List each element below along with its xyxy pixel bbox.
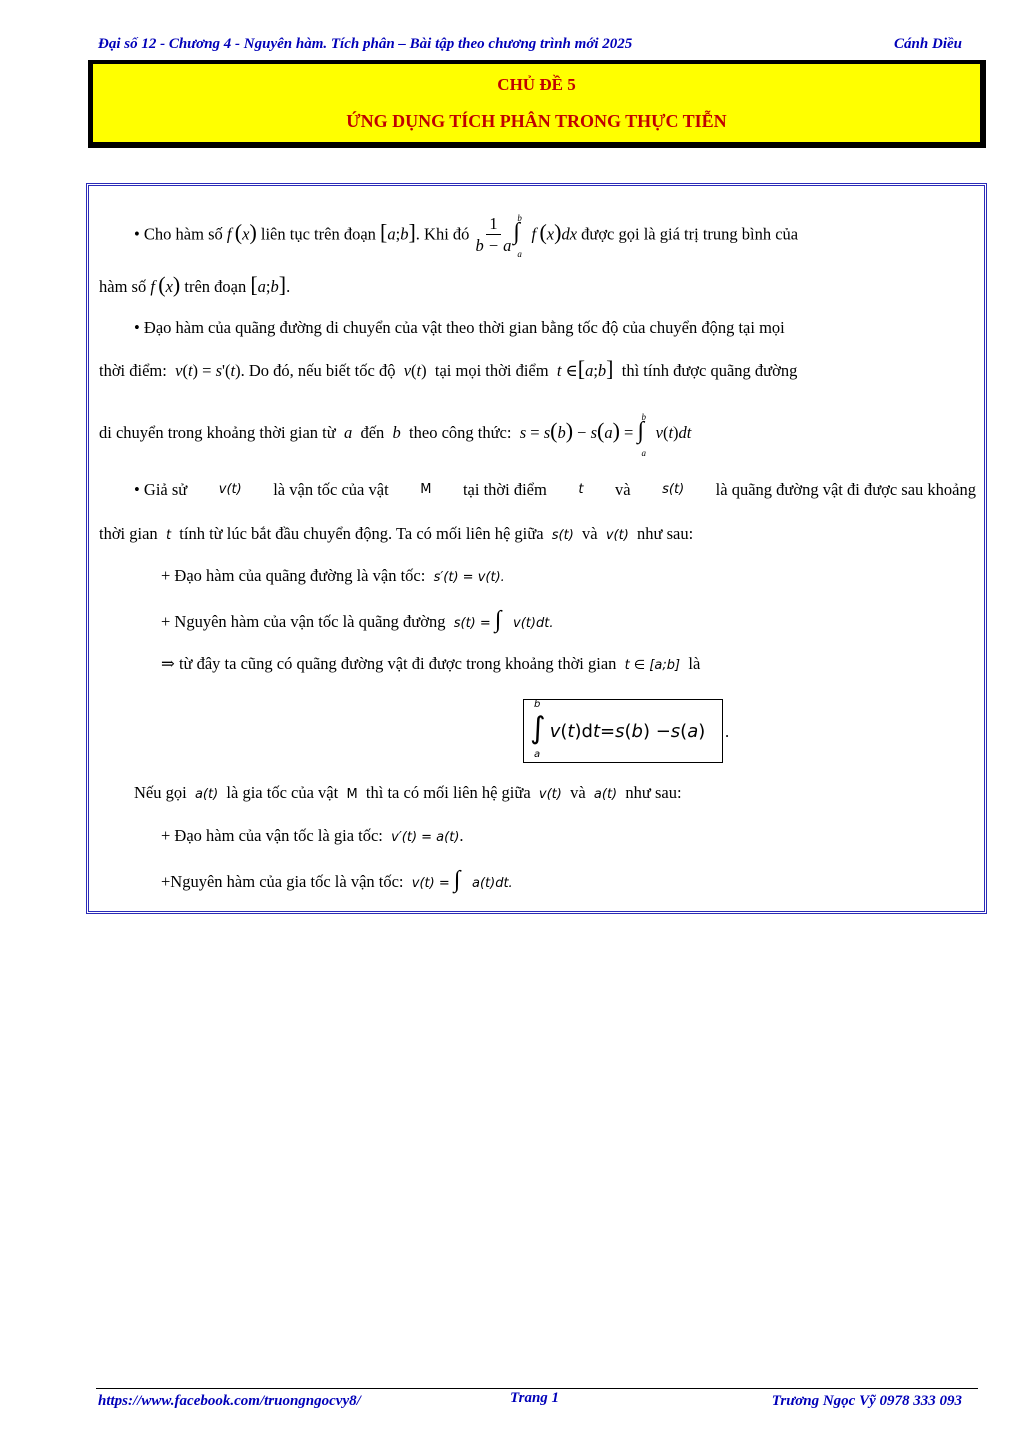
footer-divider xyxy=(96,1388,978,1389)
footer-author: Trương Ngọc Vỹ 0978 333 093 xyxy=(771,1393,962,1409)
theory-bullet-2: + Nguyên hàm của vận tốc là quãng đường s(t) = ∫ v(t)dt. xyxy=(161,607,554,633)
average-fraction: $\frac{1}{b - a}$ xyxy=(475,214,512,255)
theory-line-1: • Cho hàm số f (x) liên tục trên đoạn [a;b]. Khi đó $\frac{1}{b - a}$ b ∫ a f (x)dx được gọi là giá trị trung bình của xyxy=(134,213,799,260)
theory-line-5: di chuyển trong khoảng thời gian từ a đến b theo công thức: s = s(b) − s(a) = b ∫ a v(t)dt xyxy=(99,412,692,458)
title-box xyxy=(88,60,986,148)
header-left: Đại số 12 - Chương 4 - Nguyên hàm. Tích phân – Bài tập theo chương trình mới 2025 xyxy=(98,36,633,52)
theory-line-7: thời gian t tính từ lúc bắt đầu chuyển động. Ta có mối liên hệ giữa s(t) và v(t) như sau: xyxy=(99,524,694,543)
footer-url[interactable]: https://www.facebook.com/truongngocvy8/ xyxy=(98,1393,361,1409)
topic-number: CHỦ ĐỀ 5 xyxy=(497,75,576,94)
theory-box: • Cho hàm số f (x) liên tục trên đoạn [a;b]. Khi đó $\frac{1}{b - a}$ b ∫ a f (x)dx được gọi là giá trị trung bình của hàm số f (x) trên đoạn [a;b]. • Đạo hàm của quãng đường di chuyển của vật theo thời gian bằng tốc độ của chuyển động tại mọi thời điểm: v(t) = s'(t). Do đó, nếu biết tốc độ v(t) tại mọi thời điểm t ∈[a;b] thì tính được quãng đường di chuyển trong khoảng thời gian từ a đến b theo công thức: s = s(b) − s(a) = b ∫ a v(t)dt • Giả sử v(t) là vận tốc của vật M tại thời điểm t và s(t) là quãng đường vật đi được sau khoảng thời gian t tính từ lúc bắt đầu chuyển động. Ta có mối liên hệ giữa s(t) và v(t) như sau: + Đạo hàm của quãng đường là vận tốc: s′(t) = v(t). + Nguyên hàm của vận tốc là quãng đường s(t) = ∫ v(t)dt. ⇒ từ đây ta cũng có quãng đường vật đi được trong khoảng thời gian t ∈ [a;b] là b ∫ a v ( t )d t = s ( b ) − s ( a ) . Nếu gọi a(t) là gia tốc của vật M thì ta có mối liên hệ giữa v(t) và a(t) như sau: + Đạo hàm của vận tốc là gia tốc: v′(t) = a(t). +Nguyên hàm của gia tốc là vận tốc: v(t) = ∫ a(t)dt. xyxy=(86,183,987,914)
theory-line-2: hàm số f (x) trên đoạn [a;b]. xyxy=(99,272,291,297)
integral-sign: b ∫ a xyxy=(637,412,646,458)
theory-bullet-3: ⇒ từ đây ta cũng có quãng đường vật đi được trong khoảng thời gian t ∈ [a;b] là xyxy=(161,654,701,673)
theory-bullet-5: +Nguyên hàm của gia tốc là vận tốc: v(t) = ∫ a(t)dt. xyxy=(161,867,513,893)
theory-bullet-1: + Đạo hàm của quãng đường là vận tốc: s′(t) = v(t). xyxy=(161,566,505,585)
integral-sign: b ∫ a xyxy=(513,213,522,260)
theory-line-4: thời điểm: v(t) = s'(t). Do đó, nếu biết tốc độ v(t) tại mọi thời điểm t ∈[a;b] thì tính được quãng đường xyxy=(99,356,798,381)
header-right: Cánh Diều xyxy=(894,36,962,52)
theory-line-6: • Giả sử v(t) là vận tốc của vật M tại thời điểm t và s(t) là quãng đường vật đi được sau khoảng xyxy=(134,480,976,499)
page-number: Trang 1 xyxy=(510,1390,560,1406)
theory-bullet-4: + Đạo hàm của vận tốc là gia tốc: v′(t) = a(t). xyxy=(161,826,464,845)
theory-line-8: Nếu gọi a(t) là gia tốc của vật M thì ta có mối liên hệ giữa v(t) và a(t) như sau: xyxy=(134,783,682,802)
page-header xyxy=(98,36,962,53)
distance-formula-box: b ∫ a v ( t )d t = s ( b ) − s ( a ) xyxy=(523,699,723,763)
theory-line-3: • Đạo hàm của quãng đường di chuyển của vật theo thời gian bằng tốc độ của chuyển động tại mọi xyxy=(134,318,785,337)
topic-title: ỨNG DỤNG TÍCH PHÂN TRONG THỰC TIỄN xyxy=(346,111,727,131)
